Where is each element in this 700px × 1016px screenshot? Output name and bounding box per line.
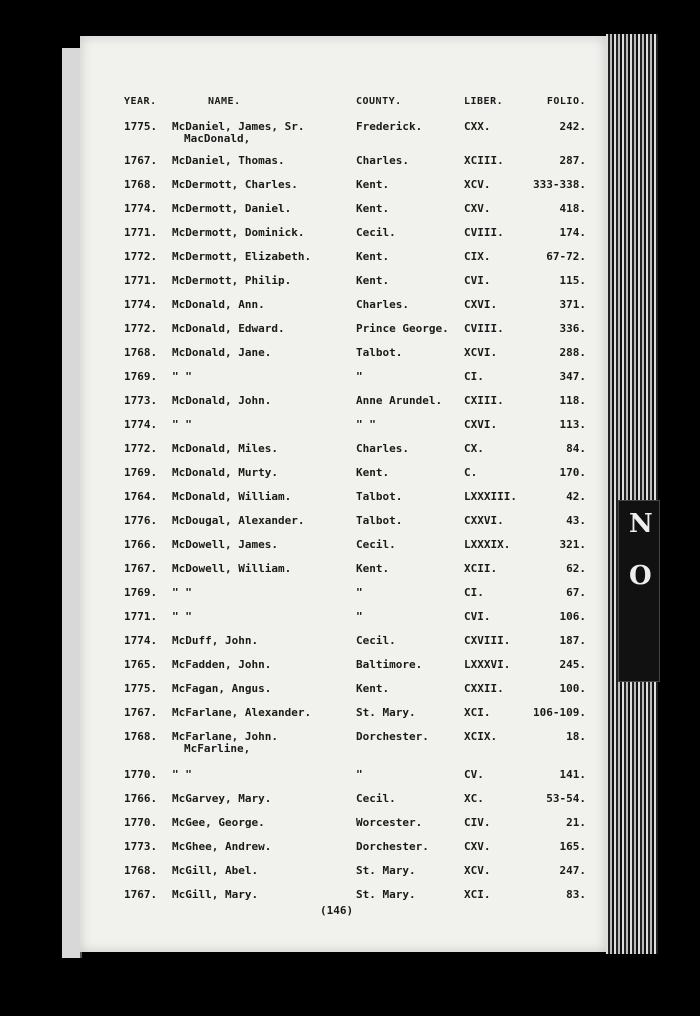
name-cell: McDermott, Dominick. — [172, 226, 305, 239]
county-cell: Kent. — [356, 250, 390, 263]
name-cell: McDermott, Daniel. — [172, 202, 292, 215]
name-cell: McDonald, Murty. — [172, 466, 278, 479]
liber-cell: CXVI. — [464, 418, 498, 431]
folio-cell: 106. — [559, 610, 586, 623]
table-row — [80, 792, 606, 812]
year-cell: 1771. — [124, 274, 158, 287]
year-cell: 1775. — [124, 682, 158, 695]
table-row — [80, 658, 606, 678]
name-cell: McFarlane, Alexander. — [172, 706, 312, 719]
county-cell: Baltimore. — [356, 658, 423, 671]
table-row — [80, 418, 606, 438]
name-cell: " " — [172, 586, 192, 599]
table-row — [80, 202, 606, 222]
county-cell: Dorchester. — [356, 840, 429, 853]
folio-cell: 115. — [559, 274, 586, 287]
table-row — [80, 274, 606, 294]
year-cell: 1768. — [124, 178, 158, 191]
folio-cell: 100. — [559, 682, 586, 695]
name-cell: McGhee, Andrew. — [172, 840, 272, 853]
table-row — [80, 840, 606, 860]
name-cell: McFadden, John. — [172, 658, 272, 671]
table-row — [80, 706, 606, 726]
county-cell: Cecil. — [356, 634, 396, 647]
year-cell: 1774. — [124, 202, 158, 215]
year-cell: 1770. — [124, 816, 158, 829]
table-row — [80, 466, 606, 486]
liber-cell: XCI. — [464, 706, 491, 719]
county-cell: Talbot. — [356, 490, 403, 503]
year-cell: 1773. — [124, 840, 158, 853]
liber-cell: CXV. — [464, 840, 491, 853]
county-cell: " — [356, 586, 363, 599]
year-cell: 1772. — [124, 442, 158, 455]
year-cell: 1772. — [124, 322, 158, 335]
county-cell: Kent. — [356, 202, 390, 215]
liber-cell: CIX. — [464, 250, 491, 263]
folio-cell: 106-109. — [533, 706, 586, 719]
year-cell: 1767. — [124, 706, 158, 719]
year-cell: 1765. — [124, 658, 158, 671]
name-cell: McDonald, Ann. — [172, 298, 265, 311]
year-cell: 1767. — [124, 562, 158, 575]
table-row — [80, 370, 606, 390]
folio-cell: 62. — [566, 562, 586, 575]
folio-cell: 333-338. — [533, 178, 586, 191]
liber-cell: XCI. — [464, 888, 491, 901]
table-row — [80, 250, 606, 270]
year-cell: 1775. — [124, 120, 158, 133]
county-cell: " " — [356, 418, 376, 431]
year-cell: 1768. — [124, 864, 158, 877]
county-cell: Kent. — [356, 274, 390, 287]
name-cell: McDermott, Elizabeth. — [172, 250, 312, 263]
county-cell: St. Mary. — [356, 706, 416, 719]
year-cell: 1769. — [124, 466, 158, 479]
liber-cell: CXXVI. — [464, 514, 504, 527]
folio-cell: 321. — [559, 538, 586, 551]
year-cell: 1774. — [124, 634, 158, 647]
name-cell: McDonald, Miles. — [172, 442, 278, 455]
alternate-name-cell: MacDonald, — [184, 132, 251, 145]
year-cell: 1776. — [124, 514, 158, 527]
name-cell: " " — [172, 418, 192, 431]
table-row — [80, 322, 606, 342]
liber-cell: XCVI. — [464, 346, 498, 359]
table-row — [80, 490, 606, 510]
table-row — [80, 586, 606, 606]
county-cell: Cecil. — [356, 792, 396, 805]
table-row — [80, 178, 606, 198]
county-cell: Prince George. — [356, 322, 449, 335]
table-row — [80, 768, 606, 788]
folio-cell: 187. — [559, 634, 586, 647]
liber-cell: XCV. — [464, 864, 491, 877]
name-cell: McFagan, Angus. — [172, 682, 272, 695]
name-cell: McDaniel, Thomas. — [172, 154, 285, 167]
name-cell: McDuff, John. — [172, 634, 259, 647]
folio-cell: 43. — [566, 514, 586, 527]
folio-cell: 347. — [559, 370, 586, 383]
year-cell: 1768. — [124, 730, 158, 743]
table-row — [80, 154, 606, 174]
table-row — [80, 394, 606, 414]
liber-cell: CVI. — [464, 274, 491, 287]
header-year: YEAR. — [124, 96, 157, 107]
year-cell: 1767. — [124, 888, 158, 901]
liber-cell: CXX. — [464, 120, 491, 133]
liber-cell: XCV. — [464, 178, 491, 191]
name-cell: McDowell, William. — [172, 562, 292, 575]
folio-cell: 21. — [566, 816, 586, 829]
header-liber: LIBER. — [464, 96, 504, 107]
name-cell: McDermott, Charles. — [172, 178, 298, 191]
county-cell: " — [356, 370, 363, 383]
county-cell: St. Mary. — [356, 864, 416, 877]
folio-cell: 170. — [559, 466, 586, 479]
liber-cell: CXVI. — [464, 298, 498, 311]
liber-cell: CI. — [464, 586, 484, 599]
header-county: COUNTY. — [356, 96, 402, 107]
liber-cell: XCIII. — [464, 154, 504, 167]
county-cell: " — [356, 610, 363, 623]
table-row — [80, 226, 606, 246]
folio-cell: 247. — [559, 864, 586, 877]
folio-cell: 67. — [566, 586, 586, 599]
name-cell: McDonald, John. — [172, 394, 272, 407]
folio-cell: 371. — [559, 298, 586, 311]
county-cell: Charles. — [356, 154, 409, 167]
county-cell: Kent. — [356, 682, 390, 695]
liber-cell: CXV. — [464, 202, 491, 215]
header-name: NAME. — [208, 96, 241, 107]
liber-cell: C. — [464, 466, 478, 479]
name-cell: McDougal, Alexander. — [172, 514, 305, 527]
folio-cell: 242. — [559, 120, 586, 133]
county-cell: Kent. — [356, 466, 390, 479]
name-cell: McGee, George. — [172, 816, 265, 829]
county-cell: Cecil. — [356, 226, 396, 239]
county-cell: St. Mary. — [356, 888, 416, 901]
name-cell: McFarlane, John. — [172, 730, 278, 743]
county-cell: Dorchester. — [356, 730, 429, 743]
liber-cell: CXXII. — [464, 682, 504, 695]
county-cell: Frederick. — [356, 120, 423, 133]
liber-cell: LXXXIX. — [464, 538, 511, 551]
table-row — [80, 682, 606, 702]
county-cell: " — [356, 768, 363, 781]
folio-cell: 113. — [559, 418, 586, 431]
name-cell: McDowell, James. — [172, 538, 278, 551]
county-cell: Kent. — [356, 178, 390, 191]
folio-cell: 174. — [559, 226, 586, 239]
name-cell: McGill, Abel. — [172, 864, 259, 877]
liber-cell: CV. — [464, 768, 484, 781]
county-cell: Talbot. — [356, 514, 403, 527]
adjacent-page-edge — [62, 48, 82, 958]
year-cell: 1768. — [124, 346, 158, 359]
name-cell: McDonald, William. — [172, 490, 292, 503]
county-cell: Kent. — [356, 562, 390, 575]
year-cell: 1769. — [124, 586, 158, 599]
folio-cell: 245. — [559, 658, 586, 671]
folio-cell: 288. — [559, 346, 586, 359]
liber-cell: CI. — [464, 370, 484, 383]
year-cell: 1767. — [124, 154, 158, 167]
liber-cell: CVI. — [464, 610, 491, 623]
alternate-name-cell: McFarline, — [184, 742, 251, 755]
liber-cell: XCII. — [464, 562, 498, 575]
folio-cell: 83. — [566, 888, 586, 901]
year-cell: 1766. — [124, 538, 158, 551]
index-tab-letter-2: O — [629, 561, 652, 591]
year-cell: 1770. — [124, 768, 158, 781]
name-cell: McGarvey, Mary. — [172, 792, 272, 805]
folio-cell: 165. — [559, 840, 586, 853]
year-cell: 1766. — [124, 792, 158, 805]
index-tab — [618, 500, 660, 682]
name-cell: " " — [172, 768, 192, 781]
folio-cell: 84. — [566, 442, 586, 455]
liber-cell: XC. — [464, 792, 484, 805]
liber-cell: CXVIII. — [464, 634, 511, 647]
name-cell: McGill, Mary. — [172, 888, 259, 901]
table-row — [80, 346, 606, 366]
liber-cell: XCIX. — [464, 730, 498, 743]
name-cell: " " — [172, 370, 192, 383]
table-row — [80, 442, 606, 462]
year-cell: 1774. — [124, 298, 158, 311]
liber-cell: CIV. — [464, 816, 491, 829]
county-cell: Worcester. — [356, 816, 423, 829]
folio-cell: 141. — [559, 768, 586, 781]
name-cell: McDonald, Jane. — [172, 346, 272, 359]
folio-cell: 67-72. — [546, 250, 586, 263]
county-cell: Cecil. — [356, 538, 396, 551]
year-cell: 1771. — [124, 226, 158, 239]
folio-cell: 53-54. — [546, 792, 586, 805]
liber-cell: CVIII. — [464, 226, 504, 239]
liber-cell: CX. — [464, 442, 484, 455]
table-row — [80, 634, 606, 654]
year-cell: 1774. — [124, 418, 158, 431]
name-cell: " " — [172, 610, 192, 623]
table-row — [80, 816, 606, 836]
table-row — [80, 610, 606, 630]
table-row — [80, 120, 606, 145]
folio-cell: 418. — [559, 202, 586, 215]
table-row — [80, 298, 606, 318]
year-cell: 1769. — [124, 370, 158, 383]
year-cell: 1773. — [124, 394, 158, 407]
county-cell: Anne Arundel. — [356, 394, 443, 407]
table-row — [80, 730, 606, 755]
name-cell: McDaniel, James, Sr. — [172, 120, 305, 133]
stacked-page-edges — [606, 34, 658, 954]
table-row — [80, 562, 606, 582]
name-cell: McDonald, Edward. — [172, 322, 285, 335]
liber-cell: LXXXVI. — [464, 658, 511, 671]
table-row — [80, 538, 606, 558]
liber-cell: CVIII. — [464, 322, 504, 335]
year-cell: 1764. — [124, 490, 158, 503]
header-folio: FOLIO. — [546, 96, 586, 107]
liber-cell: LXXXIII. — [464, 490, 517, 503]
folio-cell: 287. — [559, 154, 586, 167]
index-tab-letter-1: N — [629, 509, 653, 539]
year-cell: 1771. — [124, 610, 158, 623]
liber-cell: CXIII. — [464, 394, 504, 407]
folio-cell: 18. — [566, 730, 586, 743]
year-cell: 1772. — [124, 250, 158, 263]
table-row — [80, 864, 606, 884]
county-cell: Charles. — [356, 298, 409, 311]
table-row — [80, 514, 606, 534]
folio-cell: 336. — [559, 322, 586, 335]
county-cell: Talbot. — [356, 346, 403, 359]
county-cell: Charles. — [356, 442, 409, 455]
ledger-page — [80, 36, 606, 952]
name-cell: McDermott, Philip. — [172, 274, 292, 287]
page-number: (146) — [320, 904, 354, 917]
folio-cell: 42. — [566, 490, 586, 503]
folio-cell: 118. — [559, 394, 586, 407]
